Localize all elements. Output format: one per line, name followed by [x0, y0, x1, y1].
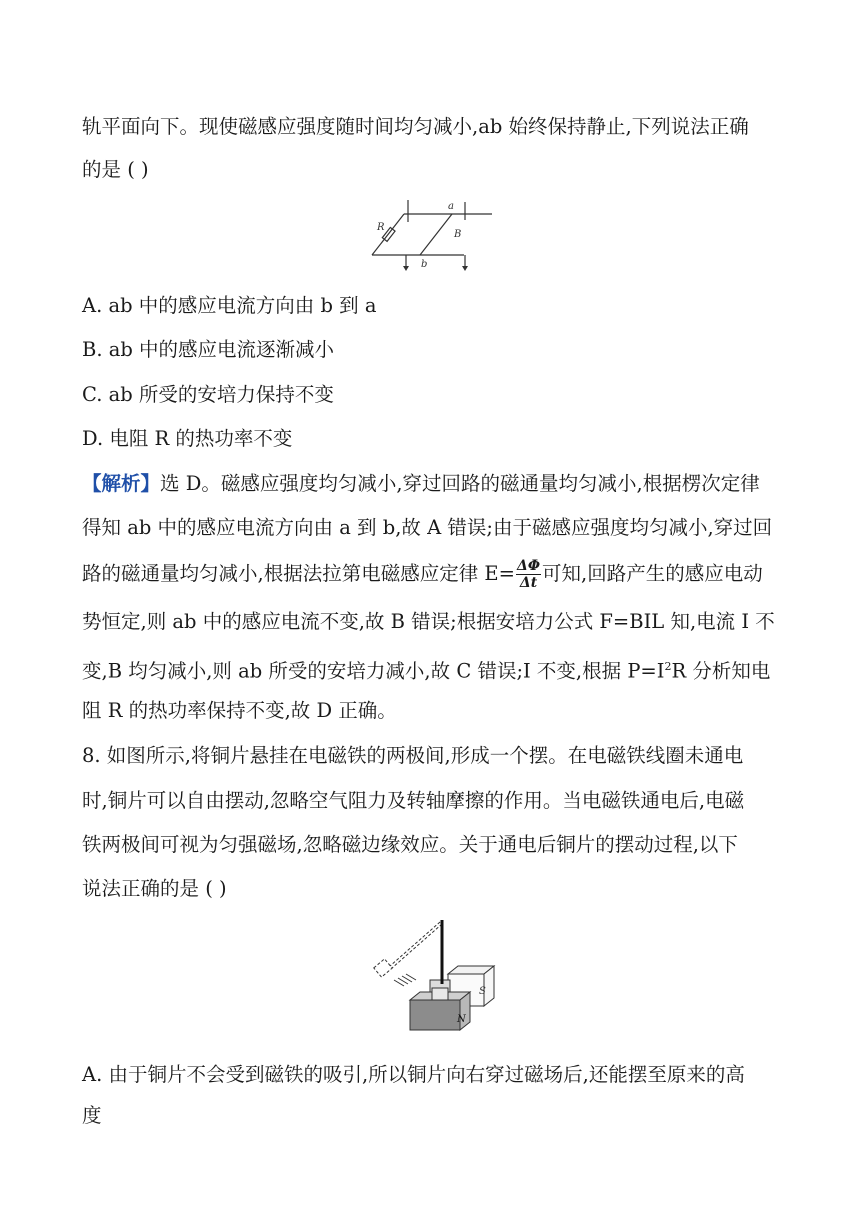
- q7-option-b: B. ab 中的感应电流逐渐减小: [82, 338, 335, 361]
- q8-option-a-line1: A. 由于铜片不会受到磁铁的吸引,所以铜片向右穿过磁场后,还能摆至原来的高: [82, 1063, 745, 1086]
- analysis-line4: 势恒定,则 ab 中的感应电流不变,故 B 错误;根据安培力公式 F=BIL 知,电流 I 不: [82, 610, 775, 633]
- analysis-line2: 得知 ab 中的感应电流方向由 a 到 b,故 A 错误;由于磁感应强度均匀减小,穿过回: [82, 516, 773, 539]
- fraction-dphi-dt: $\frac{\Delta\Phi}{\Delta t}$: [516, 558, 541, 591]
- analysis-line6: 阻 R 的热功率保持不变,故 D 正确。: [82, 699, 397, 722]
- q8-option-a-line2: 度: [82, 1104, 102, 1127]
- q8-stem-line4: 说法正确的是 ( ): [82, 877, 227, 900]
- analysis-line5: 变,B 均匀减小,则 ab 所受的安培力减小,故 C 错误;I 不变,根据 $P=I^2R$ 分析知电: [82, 659, 771, 683]
- q7-circuit-figure: [370, 196, 500, 272]
- analysis-line1: 【解析】选 D。磁感应强度均匀减小,穿过回路的磁通量均匀减小,根据楞次定律: [82, 472, 760, 495]
- label-S: S: [479, 986, 486, 997]
- q8-stem-line1: 8. 如图所示,将铜片悬挂在电磁铁的两极间,形成一个摆。在电磁铁线圈未通电: [82, 744, 744, 767]
- analysis-tag: 【解析】: [82, 472, 161, 495]
- label-B: B: [454, 229, 462, 240]
- label-b: b: [421, 259, 428, 270]
- q7-option-d: D. 电阻 R 的热功率不变: [82, 427, 293, 450]
- label-R: R: [377, 222, 385, 233]
- q8-stem-line2: 时,铜片可以自由摆动,忽略空气阻力及转轴摩擦的作用。当电磁铁通电后,电磁: [82, 789, 745, 812]
- q7-stem-line1: 轨平面向下。现使磁感应强度随时间均匀减小,ab 始终保持静止,下列说法正确: [82, 115, 749, 138]
- q7-option-a: A. ab 中的感应电流方向由 b 到 a: [82, 294, 377, 317]
- q8-magnet-pendulum-figure: [370, 918, 500, 1040]
- label-N: N: [457, 1014, 466, 1025]
- q7-option-c: C. ab 所受的安培力保持不变: [82, 383, 334, 406]
- q7-stem-line2: 的是 ( ): [82, 158, 149, 181]
- analysis-line3: 路的磁通量均匀减小,根据法拉第电磁感应定律 E= $\frac{\Delta\Phi}{\Delta t}$ 可知,回路产生的感应电动: [82, 558, 763, 591]
- q8-stem-line3: 铁两极间可视为匀强磁场,忽略磁边缘效应。关于通电后铜片的摆动过程,以下: [82, 833, 738, 856]
- label-a: a: [448, 201, 454, 212]
